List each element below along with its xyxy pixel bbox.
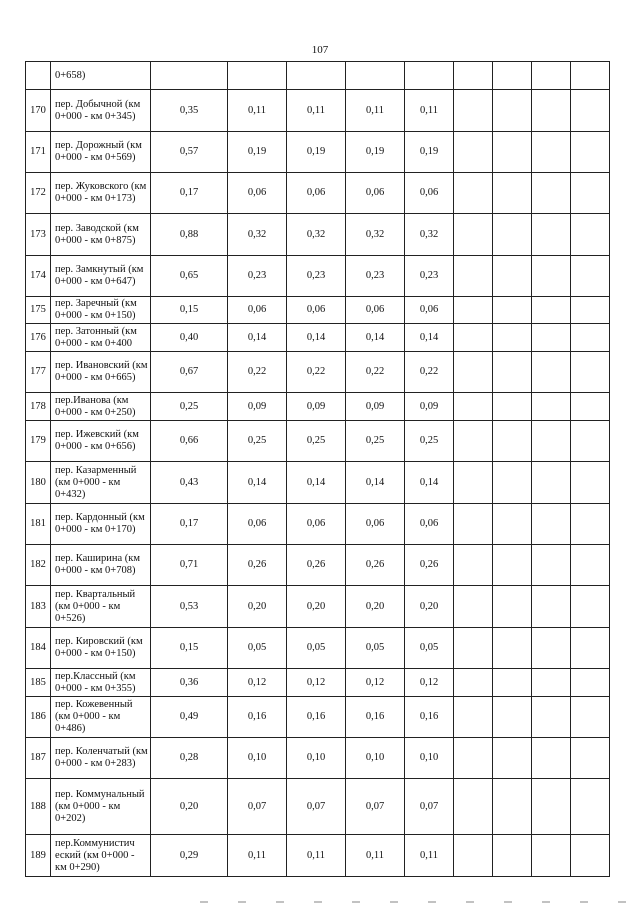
empty-cell xyxy=(454,132,493,173)
value-cell: 0,07 xyxy=(405,779,454,835)
value-cell: 0,14 xyxy=(228,324,287,352)
empty-cell xyxy=(454,214,493,256)
value-cell: 0,12 xyxy=(405,669,454,697)
value-cell: 0,15 xyxy=(151,297,228,324)
street-name-cell: пер. Квартальный (км 0+000 - км 0+526) xyxy=(51,586,151,628)
value-cell: 0,06 xyxy=(228,504,287,545)
empty-cell xyxy=(493,324,532,352)
value-cell: 0,05 xyxy=(346,628,405,669)
row-number: 171 xyxy=(26,132,51,173)
empty-cell xyxy=(493,352,532,393)
street-name-cell: пер. Казарменный (км 0+000 - км 0+432) xyxy=(51,462,151,504)
empty-cell xyxy=(493,697,532,738)
value-cell: 0,36 xyxy=(151,669,228,697)
value-cell xyxy=(228,62,287,90)
row-number: 186 xyxy=(26,697,51,738)
value-cell: 0,06 xyxy=(346,173,405,214)
value-cell: 0,11 xyxy=(228,90,287,132)
value-cell: 0,06 xyxy=(346,297,405,324)
table-row xyxy=(26,324,610,352)
value-cell: 0,20 xyxy=(287,586,346,628)
value-cell: 0,09 xyxy=(287,393,346,421)
table-row xyxy=(26,504,610,545)
value-cell: 0,22 xyxy=(346,352,405,393)
table-row xyxy=(26,62,610,90)
empty-cell xyxy=(571,462,610,504)
value-cell: 0,49 xyxy=(151,697,228,738)
value-cell: 0,29 xyxy=(151,835,228,877)
empty-cell xyxy=(454,62,493,90)
value-cell: 0,25 xyxy=(405,421,454,462)
value-cell: 0,19 xyxy=(346,132,405,173)
empty-cell xyxy=(571,697,610,738)
value-cell: 0,11 xyxy=(405,835,454,877)
value-cell: 0,32 xyxy=(228,214,287,256)
value-cell: 0,35 xyxy=(151,90,228,132)
empty-cell xyxy=(454,256,493,297)
empty-cell xyxy=(532,835,571,877)
value-cell: 0,25 xyxy=(346,421,405,462)
value-cell: 0,32 xyxy=(405,214,454,256)
empty-cell xyxy=(532,421,571,462)
value-cell xyxy=(405,62,454,90)
value-cell: 0,06 xyxy=(405,504,454,545)
empty-cell xyxy=(532,393,571,421)
value-cell: 0,15 xyxy=(151,628,228,669)
empty-cell xyxy=(454,586,493,628)
value-cell: 0,06 xyxy=(405,173,454,214)
empty-cell xyxy=(571,628,610,669)
empty-cell xyxy=(571,835,610,877)
empty-cell xyxy=(571,738,610,779)
row-number: 174 xyxy=(26,256,51,297)
empty-cell xyxy=(454,738,493,779)
empty-cell xyxy=(571,779,610,835)
value-cell: 0,32 xyxy=(346,214,405,256)
table-row xyxy=(26,214,610,256)
value-cell: 0,16 xyxy=(228,697,287,738)
value-cell: 0,23 xyxy=(287,256,346,297)
value-cell: 0,26 xyxy=(228,545,287,586)
value-cell: 0,07 xyxy=(228,779,287,835)
row-number: 170 xyxy=(26,90,51,132)
empty-cell xyxy=(532,669,571,697)
value-cell: 0,11 xyxy=(287,835,346,877)
value-cell: 0,20 xyxy=(405,586,454,628)
street-name-cell: пер. Коммунальный (км 0+000 - км 0+202) xyxy=(51,779,151,835)
empty-cell xyxy=(532,628,571,669)
empty-cell xyxy=(454,669,493,697)
street-name-cell: пер. Дорожный (км 0+000 - км 0+569) xyxy=(51,132,151,173)
row-number: 179 xyxy=(26,421,51,462)
value-cell: 0,11 xyxy=(287,90,346,132)
value-cell: 0,20 xyxy=(228,586,287,628)
street-name-cell: пер. Ивановский (км 0+000 - км 0+665) xyxy=(51,352,151,393)
empty-cell xyxy=(532,352,571,393)
row-number: 172 xyxy=(26,173,51,214)
empty-cell xyxy=(571,324,610,352)
empty-cell xyxy=(493,90,532,132)
empty-cell xyxy=(454,393,493,421)
empty-cell xyxy=(493,628,532,669)
value-cell: 0,09 xyxy=(405,393,454,421)
empty-cell xyxy=(571,545,610,586)
empty-cell xyxy=(493,421,532,462)
value-cell: 0,14 xyxy=(287,324,346,352)
value-cell: 0,67 xyxy=(151,352,228,393)
empty-cell xyxy=(454,504,493,545)
value-cell: 0,14 xyxy=(405,324,454,352)
street-name-cell: пер. Коленчатый (км 0+000 - км 0+283) xyxy=(51,738,151,779)
table-row xyxy=(26,173,610,214)
street-name-cell: пер. Кировский (км 0+000 - км 0+150) xyxy=(51,628,151,669)
empty-cell xyxy=(454,462,493,504)
value-cell: 0,05 xyxy=(287,628,346,669)
value-cell: 0,06 xyxy=(287,173,346,214)
value-cell: 0,14 xyxy=(287,462,346,504)
empty-cell xyxy=(571,669,610,697)
table-row xyxy=(26,628,610,669)
value-cell: 0,09 xyxy=(346,393,405,421)
value-cell: 0,10 xyxy=(287,738,346,779)
row-number: 181 xyxy=(26,504,51,545)
value-cell: 0,57 xyxy=(151,132,228,173)
empty-cell xyxy=(571,214,610,256)
empty-cell xyxy=(571,90,610,132)
street-name-cell: пер. Ижевский (км 0+000 - км 0+656) xyxy=(51,421,151,462)
table-row xyxy=(26,669,610,697)
empty-cell xyxy=(454,697,493,738)
value-cell: 0,25 xyxy=(287,421,346,462)
empty-cell xyxy=(532,62,571,90)
row-number: 176 xyxy=(26,324,51,352)
row-number xyxy=(26,62,51,90)
value-cell: 0,43 xyxy=(151,462,228,504)
value-cell: 0,14 xyxy=(405,462,454,504)
empty-cell xyxy=(532,462,571,504)
value-cell: 0,12 xyxy=(287,669,346,697)
value-cell: 0,06 xyxy=(346,504,405,545)
value-cell: 0,14 xyxy=(346,324,405,352)
value-cell: 0,07 xyxy=(287,779,346,835)
street-name-cell: пер.Иванова (км 0+000 - км 0+250) xyxy=(51,393,151,421)
table-row xyxy=(26,462,610,504)
row-number: 173 xyxy=(26,214,51,256)
street-name-cell: пер. Добычной (км 0+000 - км 0+345) xyxy=(51,90,151,132)
empty-cell xyxy=(532,545,571,586)
table-row xyxy=(26,738,610,779)
data-table xyxy=(25,61,610,877)
empty-cell xyxy=(571,132,610,173)
page-number: 107 xyxy=(311,44,329,56)
street-name-cell: пер.Классный (км 0+000 - км 0+355) xyxy=(51,669,151,697)
value-cell: 0,20 xyxy=(346,586,405,628)
street-name-cell: пер. Кардонный (км 0+000 - км 0+170) xyxy=(51,504,151,545)
value-cell: 0,12 xyxy=(346,669,405,697)
empty-cell xyxy=(532,697,571,738)
empty-cell xyxy=(571,62,610,90)
table-row xyxy=(26,352,610,393)
value-cell: 0,11 xyxy=(346,90,405,132)
street-name-cell: пер. Кожевенный (км 0+000 - км 0+486) xyxy=(51,697,151,738)
table-row xyxy=(26,90,610,132)
empty-cell xyxy=(532,297,571,324)
value-cell: 0,32 xyxy=(287,214,346,256)
value-cell: 0,19 xyxy=(228,132,287,173)
value-cell: 0,10 xyxy=(346,738,405,779)
value-cell: 0,06 xyxy=(228,297,287,324)
table-row xyxy=(26,835,610,877)
value-cell xyxy=(151,62,228,90)
value-cell: 0,66 xyxy=(151,421,228,462)
value-cell: 0,23 xyxy=(228,256,287,297)
street-name-cell: пер. Затонный (км 0+000 - км 0+400 xyxy=(51,324,151,352)
value-cell: 0,05 xyxy=(228,628,287,669)
table-row xyxy=(26,132,610,173)
value-cell: 0,20 xyxy=(151,779,228,835)
row-number: 178 xyxy=(26,393,51,421)
empty-cell xyxy=(454,297,493,324)
table-row xyxy=(26,393,610,421)
value-cell: 0,25 xyxy=(228,421,287,462)
value-cell: 0,09 xyxy=(228,393,287,421)
empty-cell xyxy=(532,256,571,297)
empty-cell xyxy=(532,173,571,214)
value-cell: 0,19 xyxy=(405,132,454,173)
value-cell: 0,26 xyxy=(405,545,454,586)
empty-cell xyxy=(571,586,610,628)
empty-cell xyxy=(571,421,610,462)
value-cell: 0,11 xyxy=(228,835,287,877)
value-cell: 0,14 xyxy=(228,462,287,504)
value-cell: 0,65 xyxy=(151,256,228,297)
empty-cell xyxy=(493,173,532,214)
value-cell: 0,26 xyxy=(346,545,405,586)
value-cell: 0,07 xyxy=(346,779,405,835)
empty-cell xyxy=(493,835,532,877)
empty-cell xyxy=(571,393,610,421)
value-cell: 0,19 xyxy=(287,132,346,173)
empty-cell xyxy=(571,504,610,545)
value-cell: 0,05 xyxy=(405,628,454,669)
empty-cell xyxy=(493,545,532,586)
empty-cell xyxy=(493,586,532,628)
street-name-cell: пер. Заводской (км 0+000 - км 0+875) xyxy=(51,214,151,256)
empty-cell xyxy=(454,173,493,214)
row-number: 182 xyxy=(26,545,51,586)
value-cell: 0,26 xyxy=(287,545,346,586)
value-cell: 0,53 xyxy=(151,586,228,628)
empty-cell xyxy=(532,214,571,256)
table-row xyxy=(26,421,610,462)
empty-cell xyxy=(532,586,571,628)
value-cell xyxy=(346,62,405,90)
value-cell: 0,10 xyxy=(405,738,454,779)
empty-cell xyxy=(454,90,493,132)
value-cell: 0,06 xyxy=(228,173,287,214)
value-cell: 0,23 xyxy=(346,256,405,297)
empty-cell xyxy=(493,393,532,421)
empty-cell xyxy=(493,504,532,545)
street-name-cell: пер. Каширина (км 0+000 - км 0+708) xyxy=(51,545,151,586)
street-name-cell: пер.Коммунистич еский (км 0+000 - км 0+290) xyxy=(51,835,151,877)
empty-cell xyxy=(532,90,571,132)
empty-cell xyxy=(493,214,532,256)
table-row xyxy=(26,545,610,586)
empty-cell xyxy=(493,132,532,173)
value-cell: 0,22 xyxy=(287,352,346,393)
empty-cell xyxy=(571,352,610,393)
row-number: 180 xyxy=(26,462,51,504)
row-number: 183 xyxy=(26,586,51,628)
row-number: 188 xyxy=(26,779,51,835)
empty-cell xyxy=(532,132,571,173)
value-cell: 0,22 xyxy=(405,352,454,393)
value-cell xyxy=(287,62,346,90)
empty-cell xyxy=(454,545,493,586)
value-cell: 0,06 xyxy=(405,297,454,324)
empty-cell xyxy=(493,297,532,324)
empty-cell xyxy=(571,256,610,297)
table-row xyxy=(26,779,610,835)
value-cell: 0,23 xyxy=(405,256,454,297)
row-number: 185 xyxy=(26,669,51,697)
empty-cell xyxy=(454,835,493,877)
row-number: 175 xyxy=(26,297,51,324)
table-row xyxy=(26,256,610,297)
table-row xyxy=(26,586,610,628)
value-cell: 0,16 xyxy=(346,697,405,738)
empty-cell xyxy=(493,669,532,697)
value-cell: 0,11 xyxy=(405,90,454,132)
empty-cell xyxy=(532,324,571,352)
street-name-cell: пер. Заречный (км 0+000 - км 0+150) xyxy=(51,297,151,324)
empty-cell xyxy=(493,256,532,297)
value-cell: 0,88 xyxy=(151,214,228,256)
value-cell: 0,12 xyxy=(228,669,287,697)
table-row xyxy=(26,697,610,738)
row-number: 177 xyxy=(26,352,51,393)
value-cell: 0,17 xyxy=(151,173,228,214)
value-cell: 0,06 xyxy=(287,297,346,324)
row-number: 184 xyxy=(26,628,51,669)
value-cell: 0,14 xyxy=(346,462,405,504)
row-number: 189 xyxy=(26,835,51,877)
empty-cell xyxy=(454,352,493,393)
empty-cell xyxy=(532,504,571,545)
value-cell: 0,17 xyxy=(151,504,228,545)
empty-cell xyxy=(493,738,532,779)
row-number: 187 xyxy=(26,738,51,779)
empty-cell xyxy=(493,779,532,835)
value-cell: 0,40 xyxy=(151,324,228,352)
value-cell: 0,25 xyxy=(151,393,228,421)
value-cell: 0,11 xyxy=(346,835,405,877)
empty-cell xyxy=(493,462,532,504)
value-cell: 0,16 xyxy=(287,697,346,738)
value-cell: 0,28 xyxy=(151,738,228,779)
value-cell: 0,16 xyxy=(405,697,454,738)
empty-cell xyxy=(493,62,532,90)
footer-scan-line xyxy=(200,901,640,903)
value-cell: 0,10 xyxy=(228,738,287,779)
table-row xyxy=(26,297,610,324)
empty-cell xyxy=(454,324,493,352)
value-cell: 0,22 xyxy=(228,352,287,393)
empty-cell xyxy=(571,297,610,324)
value-cell: 0,06 xyxy=(287,504,346,545)
empty-cell xyxy=(454,421,493,462)
empty-cell xyxy=(532,779,571,835)
empty-cell xyxy=(532,738,571,779)
street-name-cell: 0+658) xyxy=(51,62,151,90)
empty-cell xyxy=(454,779,493,835)
street-name-cell: пер. Замкнутый (км 0+000 - км 0+647) xyxy=(51,256,151,297)
empty-cell xyxy=(571,173,610,214)
value-cell: 0,71 xyxy=(151,545,228,586)
street-name-cell: пер. Жуковского (км 0+000 - км 0+173) xyxy=(51,173,151,214)
empty-cell xyxy=(454,628,493,669)
